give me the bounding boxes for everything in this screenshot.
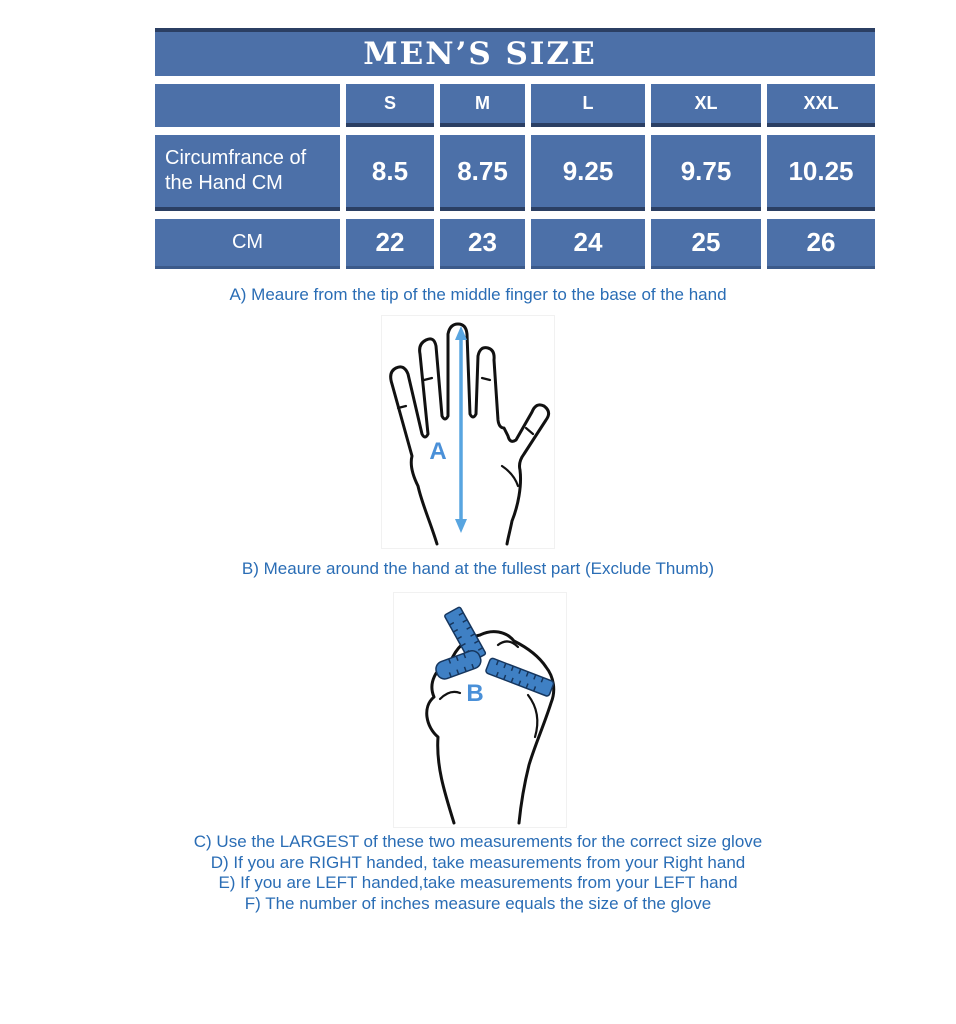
instruction-d: D) If you are RIGHT handed, take measurements from your Right hand — [210, 852, 746, 872]
cm-value-m: 23 — [440, 219, 525, 269]
circumference-value-xl: 9.75 — [651, 135, 761, 211]
instruction-f: F) The number of inches measure equals the size of the glove — [244, 893, 712, 913]
cm-value-l: 24 — [531, 219, 645, 269]
instruction-c: C) Use the LARGEST of these two measurements for the correct size glove — [193, 832, 763, 851]
circumference-value-xxl: 10.25 — [767, 135, 875, 211]
instructions-cdef — [0, 832, 956, 914]
cm-value-xl: 25 — [651, 219, 761, 269]
fist-measure-illustration — [393, 592, 567, 828]
open-hand-diagram — [382, 316, 554, 548]
instruction-e: E) If you are LEFT handed,take measurements from your LEFT hand — [218, 873, 738, 892]
instruction-a: A) Meaure from the tip of the middle finger to the base of the hand — [229, 285, 727, 304]
hand-outline-icon — [391, 324, 549, 544]
circumference-value-m: 8.75 — [440, 135, 525, 211]
fist-diagram — [394, 593, 566, 827]
size-header-m: M — [440, 84, 525, 127]
instruction-b: B) Meaure around the hand at the fullest part (Exclude Thumb) — [241, 559, 715, 578]
hand-measure-illustration — [381, 315, 555, 549]
hand-label-a: A — [429, 438, 447, 465]
circumference-value-s: 8.5 — [346, 135, 434, 211]
cm-row-label: CM — [155, 219, 340, 269]
size-header-xxl: XXL — [767, 84, 875, 127]
cm-value-s: 22 — [346, 219, 434, 269]
fist-label-b: B — [466, 680, 484, 707]
size-header-l: L — [531, 84, 645, 127]
table-title — [155, 28, 875, 76]
size-header-s: S — [346, 84, 434, 127]
cm-value-xxl: 26 — [767, 219, 875, 269]
circumference-row-label: Circumfrance of the Hand CM — [155, 135, 340, 211]
table-title-text: MEN’S SIZE — [363, 36, 597, 72]
circumference-value-l: 9.25 — [531, 135, 645, 211]
mens-size-table — [155, 28, 875, 269]
size-header-xl: XL — [651, 84, 761, 127]
table-corner-cell — [155, 84, 340, 127]
